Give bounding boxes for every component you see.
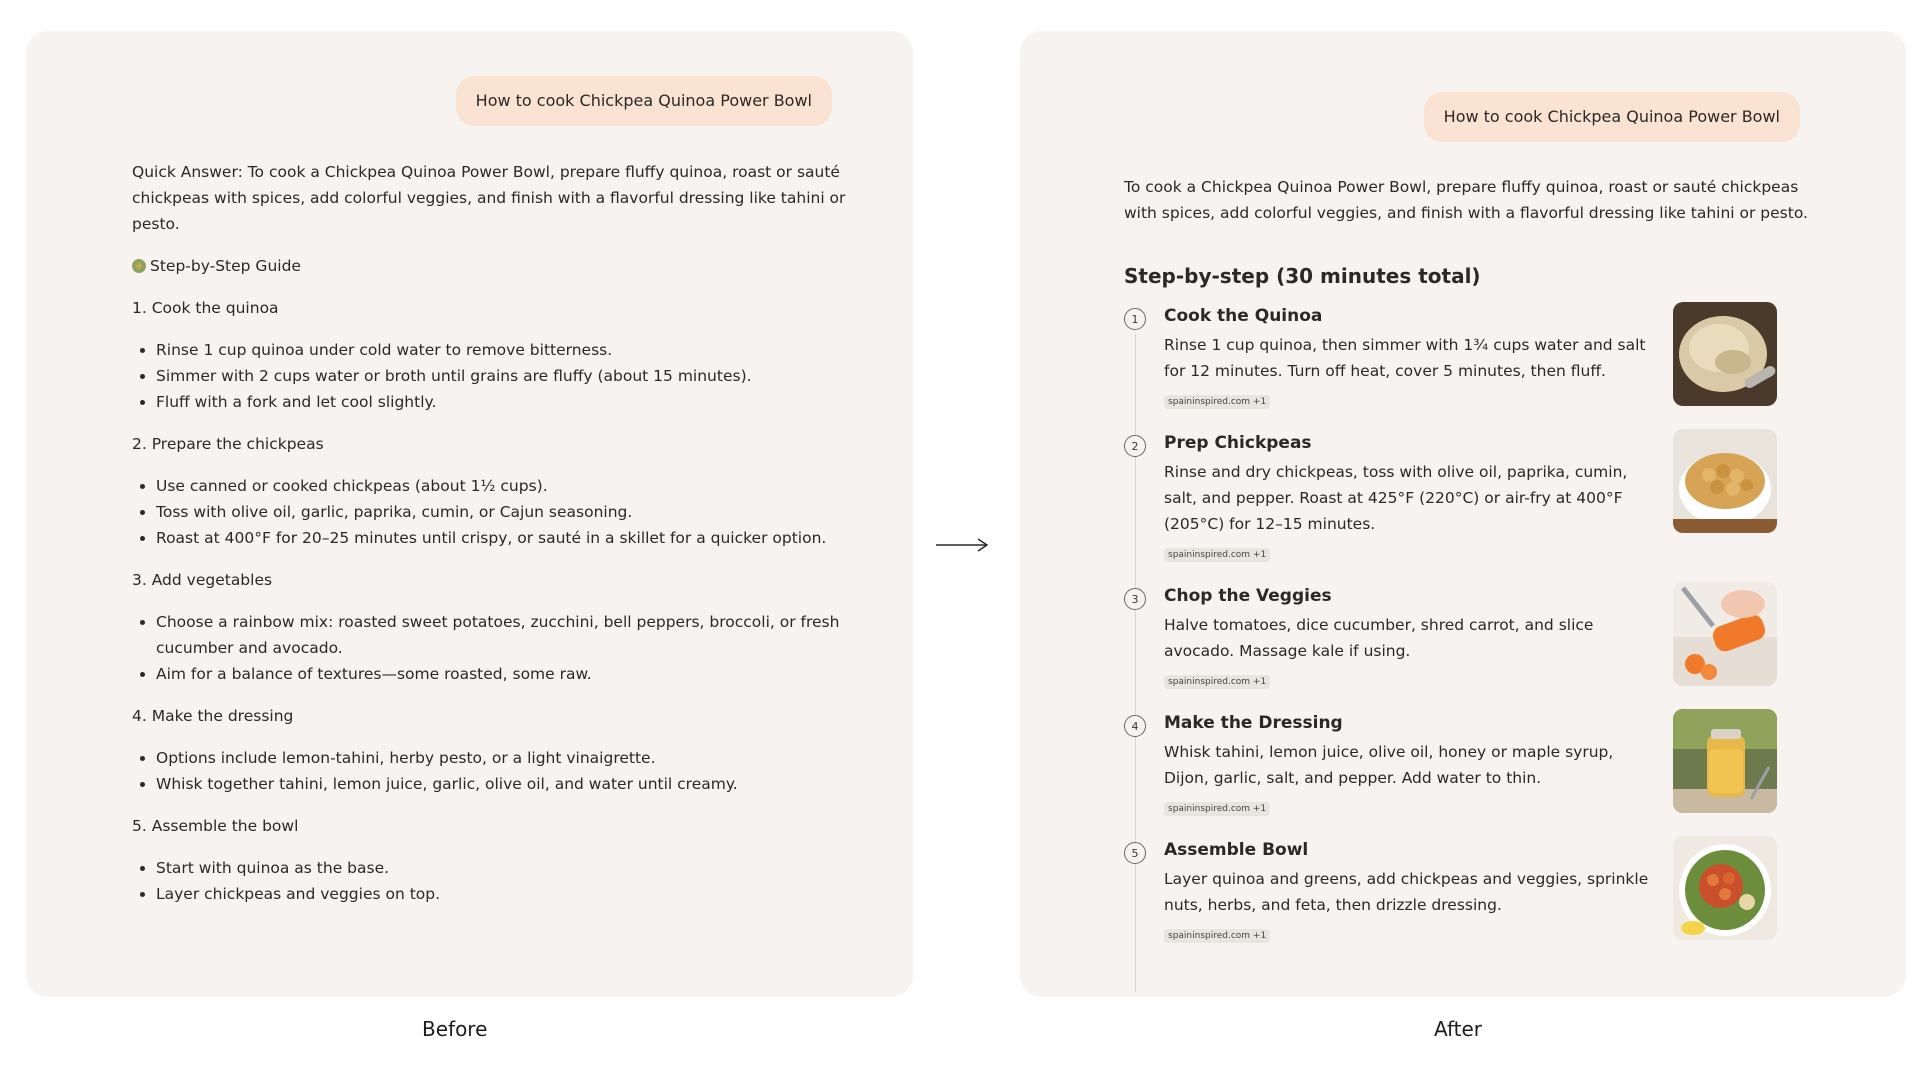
- step-title: Prep Chickpeas: [1164, 433, 1312, 453]
- step-heading: 5. Assemble the bowl: [132, 817, 299, 835]
- before-panel: [26, 31, 913, 997]
- step-bullets: [132, 855, 852, 907]
- step-title: Cook the Quinoa: [1164, 306, 1323, 326]
- step-heading: 3. Add vegetables: [132, 571, 273, 589]
- step-bullets: [132, 745, 852, 797]
- step-bullets: [132, 609, 852, 687]
- steps-heading: Step-by-step (30 minutes total): [1124, 264, 1481, 288]
- bullet-item: • Toss with olive oil, garlic, paprika, cumin, or Cajun seasoning.: [156, 499, 852, 525]
- step-description: Layer quinoa and greens, add chickpeas and veggies, sprinkle nuts, herbs, and feta, then drizzle dressing.: [1164, 870, 1649, 914]
- step-bullets: [132, 337, 852, 415]
- chopping-carrot-photo: [1673, 582, 1777, 686]
- step-bullets: [132, 473, 852, 551]
- step-number-badge: 3: [1124, 588, 1146, 610]
- timeline-line: [1135, 334, 1136, 992]
- step-heading: 4. Make the dressing: [132, 707, 294, 725]
- guide-title-row: [132, 253, 852, 279]
- chickpeas-photo: [1673, 429, 1777, 533]
- step-number-badge: 4: [1124, 715, 1146, 737]
- user-message-bubble: How to cook Chickpea Quinoa Power Bowl: [1424, 92, 1800, 142]
- guide-title: Step-by-Step Guide: [150, 257, 301, 275]
- step-title: Make the Dressing: [1164, 713, 1343, 733]
- bullet-item: • Use canned or cooked chickpeas (about 1½ cups).: [156, 473, 852, 499]
- step-description: Rinse and dry chickpeas, toss with olive oil, paprika, cumin, salt, and pepper. Roast at 425°F (220°C) or air-fry at 400°F (205°C) for 12–15 minutes.: [1164, 463, 1628, 533]
- bullet-item: • Fluff with a fork and let cool slightly.: [156, 389, 852, 415]
- bullet-item: • Roast at 400°F for 20–25 minutes until crispy, or sauté in a skillet for a quicker option.: [156, 525, 852, 551]
- bullet-item: • Layer chickpeas and veggies on top.: [156, 881, 852, 907]
- source-chip[interactable]: spaininspired.com +1: [1164, 548, 1270, 562]
- source-chip[interactable]: spaininspired.com +1: [1164, 929, 1270, 943]
- after-panel: [1020, 31, 1906, 997]
- step-number-badge: 1: [1124, 308, 1146, 330]
- step-title: Chop the Veggies: [1164, 586, 1332, 606]
- bowl-emoji-icon: [132, 259, 146, 273]
- source-chip[interactable]: spaininspired.com +1: [1164, 802, 1270, 816]
- bullet-item: • Rinse 1 cup quinoa under cold water to remove bitterness.: [156, 337, 852, 363]
- after-caption: After: [1434, 1017, 1483, 1041]
- bullet-item: • Start with quinoa as the base.: [156, 855, 852, 881]
- before-response: [132, 159, 852, 923]
- before-caption: Before: [422, 1017, 488, 1041]
- answer-intro: To cook a Chickpea Quinoa Power Bowl, prepare fluffy quinoa, roast or sauté chickpeas with spices, add colorful veggies, and finish with a flavorful dressing like tahini or pesto.: [1124, 178, 1808, 222]
- step-title: Assemble Bowl: [1164, 840, 1309, 860]
- bullet-item: • Simmer with 2 cups water or broth until grains are fluffy (about 15 minutes).: [156, 363, 852, 389]
- user-message-bubble: How to cook Chickpea Quinoa Power Bowl: [456, 76, 832, 126]
- source-chip[interactable]: spaininspired.com +1: [1164, 395, 1270, 409]
- bowl-photo: [1673, 836, 1777, 940]
- dressing-jar-photo: [1673, 709, 1777, 813]
- step-description: Rinse 1 cup quinoa, then simmer with 1¾ cups water and salt for 12 minutes. Turn off heat, cover 5 minutes, then fluff.: [1164, 336, 1646, 380]
- bullet-item: • Choose a rainbow mix: roasted sweet potatoes, zucchini, bell peppers, broccoli, or fresh cucumber and avocado.: [156, 609, 852, 661]
- bullet-item: • Options include lemon-tahini, herby pesto, or a light vinaigrette.: [156, 745, 852, 771]
- arrow-right-icon: [934, 535, 990, 555]
- step-description: Whisk tahini, lemon juice, olive oil, honey or maple syrup, Dijon, garlic, salt, and pepper. Add water to thin.: [1164, 743, 1614, 787]
- step-heading: 2. Prepare the chickpeas: [132, 435, 324, 453]
- bullet-item: • Aim for a balance of textures—some roasted, some raw.: [156, 661, 852, 687]
- source-chip[interactable]: spaininspired.com +1: [1164, 675, 1270, 689]
- bullet-item: • Whisk together tahini, lemon juice, garlic, olive oil, and water until creamy.: [156, 771, 852, 797]
- quick-answer: Quick Answer: To cook a Chickpea Quinoa Power Bowl, prepare fluffy quinoa, roast or sauté chickpeas with spices, add colorful veggies, and finish with a flavorful dressing like tahini or pesto.: [132, 163, 846, 233]
- quinoa-photo: [1673, 302, 1777, 406]
- step-description: Halve tomatoes, dice cucumber, shred carrot, and slice avocado. Massage kale if using.: [1164, 616, 1594, 660]
- step-heading: 1. Cook the quinoa: [132, 299, 279, 317]
- step-number-badge: 2: [1124, 435, 1146, 457]
- step-number-badge: 5: [1124, 842, 1146, 864]
